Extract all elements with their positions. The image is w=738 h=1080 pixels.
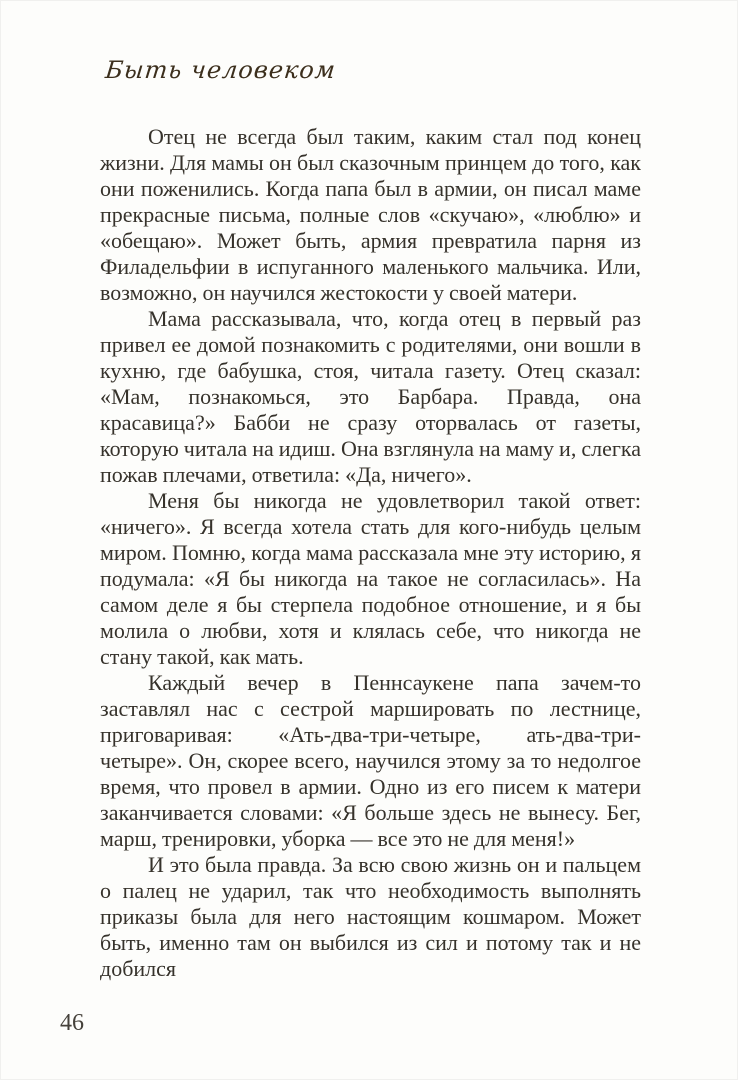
paragraph: Отец не всегда был таким, каким стал под конец жизни. Для мамы он был сказочным принцем до того, как они поженились. Когда папа был в армии, он писал маме прекрасные письма, полные слов «скучаю», «люблю» и «обещаю». Может быть, армия превратила парня из Филадельфии в испуганного маленького мальчика. Или, возможно, он научился жестокости у своей матери. (100, 124, 641, 305)
running-head: Быть человеком (104, 56, 338, 84)
paragraph: Меня бы никогда не удовлетворил такой ответ: «ничего». Я всегда хотела стать для кого-нибудь целым миром. Помню, когда мама рассказала мне эту историю, я подумала: «Я бы никогда на такое не согласилась». На самом деле я бы стерпела подобное отношение, и я бы молила о любви, хотя и клялась себе, что никогда не стану такой, как мать. (100, 488, 641, 669)
page-number: 46 (60, 1010, 84, 1036)
body-text (100, 124, 641, 982)
paragraph: Мама рассказывала, что, когда отец в первый раз привел ее домой познакомить с родителями, они вошли в кухню, где бабушка, стоя, читала газету. Отец сказал: «Мам, познакомься, это Барбара. Правда, она красавица?» Бабби не сразу оторвалась от газеты, которую читала на идиш. Она взглянула на маму и, слегка пожав плечами, ответила: «Да, ничего». (100, 306, 641, 487)
paragraph: И это была правда. За всю свою жизнь он и пальцем о палец не ударил, так что необходимость выполнять приказы была для него настоящим кошмаром. Может быть, именно там он выбился из сил и потому так и не добился (100, 852, 641, 981)
paragraph: Каждый вечер в Пеннсаукене папа зачем-то заставлял нас с сестрой маршировать по лестнице, приговаривая: «Ать-два-три-четыре, ать-два-три-четыре». Он, скорее всего, научился этому за то недолгое время, что провел в армии. Одно из его писем к матери заканчивается словами: «Я больше здесь не вынесу. Бег, марш, тренировки, уборка — все это не для меня!» (100, 670, 641, 851)
